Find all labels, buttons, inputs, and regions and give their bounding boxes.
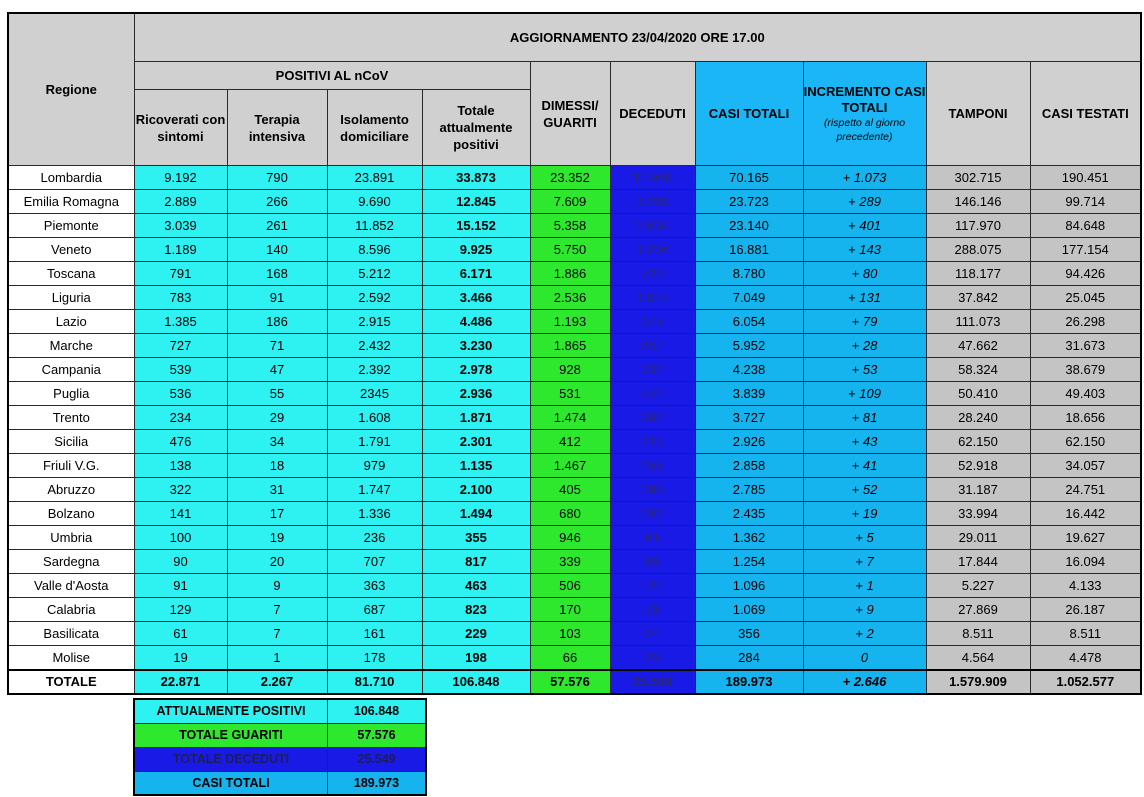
- casi-totali-value: 7.049: [695, 286, 803, 310]
- summary-deceduti-value: 25.549: [328, 747, 427, 771]
- ricoverati-value: 22.871: [134, 670, 227, 694]
- region-name: Emilia Romagna: [8, 190, 134, 214]
- incremento-value: + 43: [803, 430, 926, 454]
- casi-testati-value: 16.442: [1030, 502, 1141, 526]
- casi-testati-value: 26.298: [1030, 310, 1141, 334]
- header-casi-totali: CASI TOTALI: [695, 62, 803, 166]
- tamponi-value: 288.075: [926, 238, 1030, 262]
- incremento-value: + 28: [803, 334, 926, 358]
- tamponi-value: 4.564: [926, 646, 1030, 670]
- guariti-value: 2.536: [530, 286, 610, 310]
- ricoverati-value: 129: [134, 598, 227, 622]
- totale-positivi-value: 3.466: [422, 286, 530, 310]
- summary-casi-label: CASI TOTALI: [134, 771, 328, 795]
- ricoverati-value: 476: [134, 430, 227, 454]
- terapia-value: 1: [227, 646, 327, 670]
- terapia-value: 261: [227, 214, 327, 238]
- deceduti-value: 127: [610, 574, 695, 598]
- tamponi-value: 31.187: [926, 478, 1030, 502]
- summary-attualmente-value: 106.848: [328, 699, 427, 723]
- covid-regional-table: [7, 12, 1142, 695]
- casi-testati-value: 34.057: [1030, 454, 1141, 478]
- table-row: [8, 382, 1141, 406]
- terapia-value: 7: [227, 598, 327, 622]
- terapia-value: 19: [227, 526, 327, 550]
- terapia-value: 168: [227, 262, 327, 286]
- deceduti-value: 332: [610, 358, 695, 382]
- terapia-value: 2.267: [227, 670, 327, 694]
- region-name: Sardegna: [8, 550, 134, 574]
- tamponi-value: 111.073: [926, 310, 1030, 334]
- region-name: Campania: [8, 358, 134, 382]
- terapia-value: 29: [227, 406, 327, 430]
- ricoverati-value: 100: [134, 526, 227, 550]
- incremento-value: 0: [803, 646, 926, 670]
- casi-totali-value: 284: [695, 646, 803, 670]
- summary-row-deceduti: [134, 747, 426, 771]
- incremento-value: + 2.646: [803, 670, 926, 694]
- casi-testati-value: 62.150: [1030, 430, 1141, 454]
- tamponi-value: 58.324: [926, 358, 1030, 382]
- casi-totali-value: 8.780: [695, 262, 803, 286]
- region-name: Friuli V.G.: [8, 454, 134, 478]
- region-name: Valle d'Aosta: [8, 574, 134, 598]
- tamponi-value: 8.511: [926, 622, 1030, 646]
- guariti-value: 1.886: [530, 262, 610, 286]
- totale-positivi-value: 2.100: [422, 478, 530, 502]
- header-regione: Regione: [8, 13, 134, 166]
- guariti-value: 1.193: [530, 310, 610, 334]
- casi-totali-value: 1.069: [695, 598, 803, 622]
- casi-testati-value: 4.478: [1030, 646, 1141, 670]
- totale-positivi-value: 2.301: [422, 430, 530, 454]
- region-name: Piemonte: [8, 214, 134, 238]
- table-row: [8, 646, 1141, 670]
- table-row: [8, 550, 1141, 574]
- totale-positivi-value: 463: [422, 574, 530, 598]
- casi-testati-value: 8.511: [1030, 622, 1141, 646]
- summary-guariti-label: TOTALE GUARITI: [134, 723, 328, 747]
- isolamento-value: 81.710: [327, 670, 422, 694]
- isolamento-value: 979: [327, 454, 422, 478]
- totale-positivi-value: 4.486: [422, 310, 530, 334]
- terapia-value: 71: [227, 334, 327, 358]
- deceduti-value: 375: [610, 310, 695, 334]
- terapia-value: 17: [227, 502, 327, 526]
- incremento-value: + 109: [803, 382, 926, 406]
- tamponi-value: 5.227: [926, 574, 1030, 598]
- table-row: [8, 190, 1141, 214]
- casi-testati-value: 190.451: [1030, 166, 1141, 190]
- casi-totali-value: 6.054: [695, 310, 803, 334]
- guariti-value: 1.865: [530, 334, 610, 358]
- tamponi-value: 146.146: [926, 190, 1030, 214]
- ricoverati-value: 539: [134, 358, 227, 382]
- guariti-value: 7.609: [530, 190, 610, 214]
- isolamento-value: 1.747: [327, 478, 422, 502]
- tamponi-value: 117.970: [926, 214, 1030, 238]
- ricoverati-value: 1.189: [134, 238, 227, 262]
- ricoverati-value: 322: [134, 478, 227, 502]
- summary-casi-value: 189.973: [328, 771, 427, 795]
- region-name: Molise: [8, 646, 134, 670]
- region-name: Abruzzo: [8, 478, 134, 502]
- region-name: Veneto: [8, 238, 134, 262]
- region-name: TOTALE: [8, 670, 134, 694]
- summary-row-attualmente: [134, 699, 426, 723]
- incremento-value: + 2: [803, 622, 926, 646]
- region-name: Calabria: [8, 598, 134, 622]
- isolamento-value: 11.852: [327, 214, 422, 238]
- table-row: [8, 622, 1141, 646]
- casi-testati-value: 49.403: [1030, 382, 1141, 406]
- region-name: Trento: [8, 406, 134, 430]
- totale-positivi-value: 12.845: [422, 190, 530, 214]
- tamponi-value: 33.994: [926, 502, 1030, 526]
- table-body: [8, 166, 1141, 694]
- page-title: AGGIORNAMENTO 23/04/2020 ORE 17.00: [134, 13, 1141, 62]
- casi-testati-value: 4.133: [1030, 574, 1141, 598]
- ricoverati-value: 91: [134, 574, 227, 598]
- region-name: Marche: [8, 334, 134, 358]
- totale-positivi-value: 1.494: [422, 502, 530, 526]
- deceduti-value: 372: [610, 382, 695, 406]
- table-row: [8, 262, 1141, 286]
- isolamento-value: 2.392: [327, 358, 422, 382]
- header-casi-testati: CASI TESTATI: [1030, 62, 1141, 166]
- casi-totali-value: 1.362: [695, 526, 803, 550]
- guariti-value: 23.352: [530, 166, 610, 190]
- incremento-value: + 5: [803, 526, 926, 550]
- terapia-value: 790: [227, 166, 327, 190]
- terapia-value: 31: [227, 478, 327, 502]
- incremento-value: + 1.073: [803, 166, 926, 190]
- ricoverati-value: 19: [134, 646, 227, 670]
- incremento-value: + 1: [803, 574, 926, 598]
- guariti-value: 103: [530, 622, 610, 646]
- guariti-value: 5.750: [530, 238, 610, 262]
- summary-guariti-value: 57.576: [328, 723, 427, 747]
- casi-totali-value: 1.254: [695, 550, 803, 574]
- terapia-value: 55: [227, 382, 327, 406]
- casi-totali-value: 2.926: [695, 430, 803, 454]
- totale-positivi-value: 2.978: [422, 358, 530, 382]
- tamponi-value: 50.410: [926, 382, 1030, 406]
- table-row: [8, 334, 1141, 358]
- incremento-value: + 79: [803, 310, 926, 334]
- table-row: [8, 598, 1141, 622]
- header-incremento: [803, 62, 926, 166]
- casi-totali-value: 23.140: [695, 214, 803, 238]
- table-row: [8, 238, 1141, 262]
- deceduti-value: 1.047: [610, 286, 695, 310]
- tamponi-value: 27.869: [926, 598, 1030, 622]
- casi-totali-value: 3.727: [695, 406, 803, 430]
- incremento-value: + 7: [803, 550, 926, 574]
- casi-totali-value: 2.435: [695, 502, 803, 526]
- totale-positivi-value: 1.135: [422, 454, 530, 478]
- deceduti-value: 2.630: [610, 214, 695, 238]
- guariti-value: 412: [530, 430, 610, 454]
- isolamento-value: 687: [327, 598, 422, 622]
- ricoverati-value: 138: [134, 454, 227, 478]
- terapia-value: 91: [227, 286, 327, 310]
- casi-testati-value: 84.648: [1030, 214, 1141, 238]
- incremento-value: + 53: [803, 358, 926, 382]
- incremento-value: + 143: [803, 238, 926, 262]
- ricoverati-value: 90: [134, 550, 227, 574]
- casi-testati-value: 24.751: [1030, 478, 1141, 502]
- totale-positivi-value: 33.873: [422, 166, 530, 190]
- deceduti-value: 25.549: [610, 670, 695, 694]
- isolamento-value: 8.596: [327, 238, 422, 262]
- ricoverati-value: 234: [134, 406, 227, 430]
- header-isolamento: Isolamento domiciliare: [327, 90, 422, 166]
- tamponi-value: 302.715: [926, 166, 1030, 190]
- isolamento-value: 2.592: [327, 286, 422, 310]
- guariti-value: 57.576: [530, 670, 610, 694]
- casi-testati-value: 99.714: [1030, 190, 1141, 214]
- summary-row-casi: [134, 771, 426, 795]
- totale-positivi-value: 6.171: [422, 262, 530, 286]
- region-name: Lombardia: [8, 166, 134, 190]
- casi-totali-value: 4.238: [695, 358, 803, 382]
- guariti-value: 170: [530, 598, 610, 622]
- casi-totali-value: 356: [695, 622, 803, 646]
- incremento-value: + 401: [803, 214, 926, 238]
- isolamento-value: 1.791: [327, 430, 422, 454]
- ricoverati-value: 727: [134, 334, 227, 358]
- tamponi-value: 37.842: [926, 286, 1030, 310]
- ricoverati-value: 783: [134, 286, 227, 310]
- deceduti-value: 723: [610, 262, 695, 286]
- deceduti-value: 12.940: [610, 166, 695, 190]
- isolamento-value: 236: [327, 526, 422, 550]
- incremento-value: + 41: [803, 454, 926, 478]
- tamponi-value: 52.918: [926, 454, 1030, 478]
- totale-positivi-value: 817: [422, 550, 530, 574]
- isolamento-value: 5.212: [327, 262, 422, 286]
- guariti-value: 928: [530, 358, 610, 382]
- totale-positivi-value: 355: [422, 526, 530, 550]
- region-name: Umbria: [8, 526, 134, 550]
- deceduti-value: 261: [610, 502, 695, 526]
- tamponi-value: 17.844: [926, 550, 1030, 574]
- casi-totali-value: 5.952: [695, 334, 803, 358]
- deceduti-value: 213: [610, 430, 695, 454]
- ricoverati-value: 61: [134, 622, 227, 646]
- region-name: Bolzano: [8, 502, 134, 526]
- region-name: Sicilia: [8, 430, 134, 454]
- deceduti-value: 382: [610, 406, 695, 430]
- table-row: [8, 286, 1141, 310]
- guariti-value: 531: [530, 382, 610, 406]
- casi-totali-value: 16.881: [695, 238, 803, 262]
- table-row: [8, 478, 1141, 502]
- isolamento-value: 161: [327, 622, 422, 646]
- casi-totali-value: 3.839: [695, 382, 803, 406]
- guariti-value: 680: [530, 502, 610, 526]
- header-incremento-label: INCREMENTO CASI TOTALI: [803, 83, 926, 115]
- incremento-value: + 81: [803, 406, 926, 430]
- casi-testati-value: 94.426: [1030, 262, 1141, 286]
- guariti-value: 1.467: [530, 454, 610, 478]
- casi-testati-value: 25.045: [1030, 286, 1141, 310]
- terapia-value: 20: [227, 550, 327, 574]
- deceduti-value: 24: [610, 622, 695, 646]
- isolamento-value: 2345: [327, 382, 422, 406]
- isolamento-value: 2.432: [327, 334, 422, 358]
- table-row: [8, 166, 1141, 190]
- table-row: [8, 526, 1141, 550]
- summary-row-guariti: [134, 723, 426, 747]
- terapia-value: 140: [227, 238, 327, 262]
- totale-positivi-value: 106.848: [422, 670, 530, 694]
- totale-positivi-value: 9.925: [422, 238, 530, 262]
- casi-totali-value: 2.858: [695, 454, 803, 478]
- totale-positivi-value: 229: [422, 622, 530, 646]
- casi-totali-value: 2.785: [695, 478, 803, 502]
- isolamento-value: 707: [327, 550, 422, 574]
- casi-totali-value: 189.973: [695, 670, 803, 694]
- deceduti-value: 61: [610, 526, 695, 550]
- header-deceduti: DECEDUTI: [610, 62, 695, 166]
- terapia-value: 186: [227, 310, 327, 334]
- isolamento-value: 23.891: [327, 166, 422, 190]
- guariti-value: 1.474: [530, 406, 610, 430]
- tamponi-value: 29.011: [926, 526, 1030, 550]
- guariti-value: 506: [530, 574, 610, 598]
- casi-totali-value: 70.165: [695, 166, 803, 190]
- casi-totali-value: 1.096: [695, 574, 803, 598]
- ricoverati-value: 1.385: [134, 310, 227, 334]
- table-row: [8, 454, 1141, 478]
- terapia-value: 7: [227, 622, 327, 646]
- isolamento-value: 178: [327, 646, 422, 670]
- header-terapia: Terapia intensiva: [227, 90, 327, 166]
- region-name: Puglia: [8, 382, 134, 406]
- deceduti-value: 280: [610, 478, 695, 502]
- casi-testati-value: 18.656: [1030, 406, 1141, 430]
- deceduti-value: 256: [610, 454, 695, 478]
- isolamento-value: 1.608: [327, 406, 422, 430]
- incremento-value: + 131: [803, 286, 926, 310]
- isolamento-value: 1.336: [327, 502, 422, 526]
- table-row: [8, 406, 1141, 430]
- tamponi-value: 118.177: [926, 262, 1030, 286]
- table-row: [8, 574, 1141, 598]
- header-incremento-note: (rispetto al giorno precedente): [823, 116, 906, 143]
- header-totale-positivi: Totale attualmente positivi: [422, 90, 530, 166]
- deceduti-value: 20: [610, 646, 695, 670]
- table-row: [8, 214, 1141, 238]
- totale-positivi-value: 1.871: [422, 406, 530, 430]
- region-name: Liguria: [8, 286, 134, 310]
- incremento-value: + 289: [803, 190, 926, 214]
- casi-testati-value: 31.673: [1030, 334, 1141, 358]
- terapia-value: 18: [227, 454, 327, 478]
- guariti-value: 405: [530, 478, 610, 502]
- ricoverati-value: 141: [134, 502, 227, 526]
- guariti-value: 66: [530, 646, 610, 670]
- ricoverati-value: 536: [134, 382, 227, 406]
- table-row-total: [8, 670, 1141, 694]
- isolamento-value: 363: [327, 574, 422, 598]
- totale-positivi-value: 2.936: [422, 382, 530, 406]
- totale-positivi-value: 823: [422, 598, 530, 622]
- summary-deceduti-label: TOTALE DECEDUTI: [134, 747, 328, 771]
- casi-testati-value: 26.187: [1030, 598, 1141, 622]
- region-name: Basilicata: [8, 622, 134, 646]
- incremento-value: + 19: [803, 502, 926, 526]
- header-dimessi: DIMESSI/ GUARITI: [530, 62, 610, 166]
- tamponi-value: 1.579.909: [926, 670, 1030, 694]
- summary-table: [133, 698, 427, 796]
- isolamento-value: 2.915: [327, 310, 422, 334]
- tamponi-value: 28.240: [926, 406, 1030, 430]
- isolamento-value: 9.690: [327, 190, 422, 214]
- region-name: Toscana: [8, 262, 134, 286]
- totale-positivi-value: 3.230: [422, 334, 530, 358]
- ricoverati-value: 3.039: [134, 214, 227, 238]
- terapia-value: 34: [227, 430, 327, 454]
- region-name: Lazio: [8, 310, 134, 334]
- casi-testati-value: 38.679: [1030, 358, 1141, 382]
- deceduti-value: 857: [610, 334, 695, 358]
- casi-testati-value: 16.094: [1030, 550, 1141, 574]
- guariti-value: 5.358: [530, 214, 610, 238]
- report-container: [7, 12, 1142, 790]
- deceduti-value: 76: [610, 598, 695, 622]
- deceduti-value: 1.206: [610, 238, 695, 262]
- casi-testati-value: 177.154: [1030, 238, 1141, 262]
- terapia-value: 9: [227, 574, 327, 598]
- incremento-value: + 9: [803, 598, 926, 622]
- terapia-value: 266: [227, 190, 327, 214]
- ricoverati-value: 791: [134, 262, 227, 286]
- terapia-value: 47: [227, 358, 327, 382]
- ricoverati-value: 2.889: [134, 190, 227, 214]
- summary-attualmente-label: ATTUALMENTE POSITIVI: [134, 699, 328, 723]
- casi-testati-value: 19.627: [1030, 526, 1141, 550]
- totale-positivi-value: 15.152: [422, 214, 530, 238]
- incremento-value: + 52: [803, 478, 926, 502]
- header-tamponi: TAMPONI: [926, 62, 1030, 166]
- casi-testati-value: 1.052.577: [1030, 670, 1141, 694]
- guariti-value: 946: [530, 526, 610, 550]
- table-row: [8, 310, 1141, 334]
- table-row: [8, 358, 1141, 382]
- ricoverati-value: 9.192: [134, 166, 227, 190]
- deceduti-value: 3.269: [610, 190, 695, 214]
- incremento-value: + 80: [803, 262, 926, 286]
- tamponi-value: 47.662: [926, 334, 1030, 358]
- table-row: [8, 430, 1141, 454]
- totale-positivi-value: 198: [422, 646, 530, 670]
- table-row: [8, 502, 1141, 526]
- tamponi-value: 62.150: [926, 430, 1030, 454]
- casi-totali-value: 23.723: [695, 190, 803, 214]
- header-ricoverati: Ricoverati con sintomi: [134, 90, 227, 166]
- header-positivi-group: POSITIVI AL nCoV: [134, 62, 530, 90]
- deceduti-value: 98: [610, 550, 695, 574]
- guariti-value: 339: [530, 550, 610, 574]
